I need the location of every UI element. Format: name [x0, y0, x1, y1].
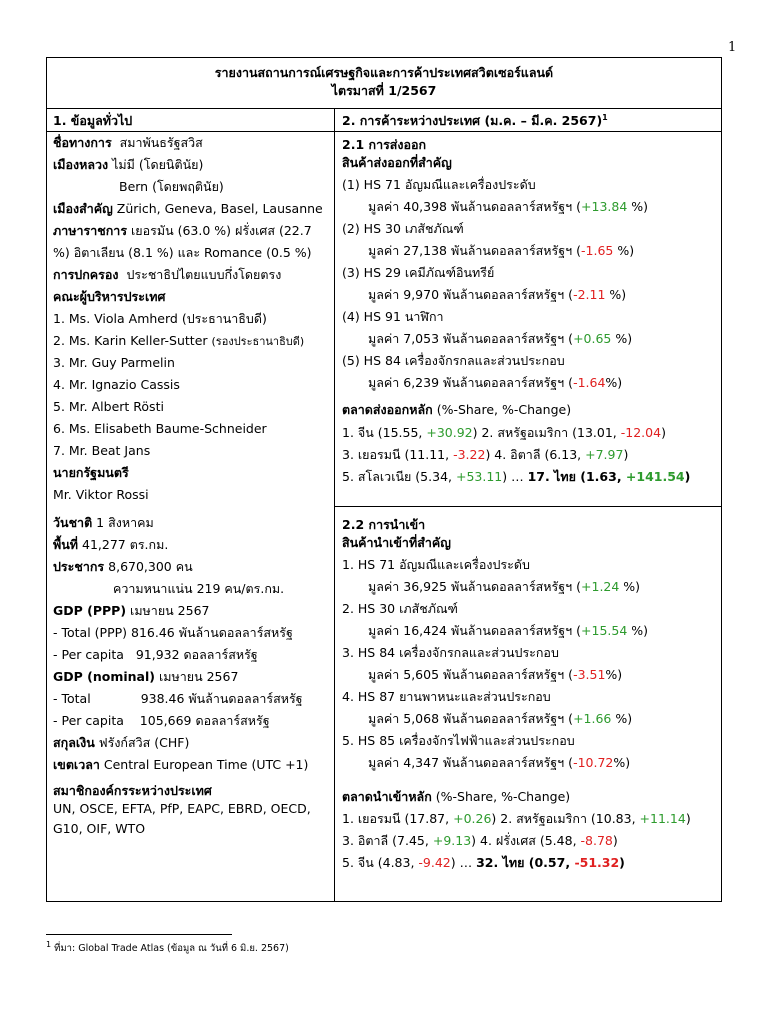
import-item-head: 2. HS 30 เภสัชภัณฑ์	[342, 601, 458, 616]
value: ความหนาแน่น 219 คน/ตร.กม.	[113, 581, 285, 596]
value: สมาพันธรัฐสวิส	[119, 135, 203, 150]
value: Central European Time (UTC +1)	[103, 757, 309, 772]
label: ชื่อทางการ	[53, 135, 112, 150]
label: สมาชิกองค์กรระหว่างประเทศ	[53, 783, 212, 798]
label: เมืองสำคัญ	[53, 201, 113, 216]
export-item-head: (3) HS 29 เคมีภัณฑ์อินทรีย์	[342, 265, 495, 280]
council-member: 5. Mr. Albert Rösti	[53, 399, 164, 414]
export-item-head: (4) HS 91 นาฬิกา	[342, 309, 444, 324]
import-section-title: 2.2 การนำเข้า	[342, 517, 426, 532]
value: G10, OIF, WTO	[53, 821, 146, 836]
label: GDP (PPP)	[53, 603, 127, 618]
label: เมืองหลวง	[53, 157, 109, 172]
label: วันชาติ	[53, 515, 93, 530]
export-item-head: (2) HS 30 เภสัชภัณฑ์	[342, 221, 464, 236]
title-line-1: รายงานสถานการณ์เศรษฐกิจและการค้าประเทศสวิตเซอร์แลนด์	[214, 65, 554, 80]
value: %) อิตาเลียน (8.1 %) และ Romance (0.5 %)	[53, 245, 312, 260]
value: ไม่มี (โดยนิตินัย)	[112, 157, 204, 172]
council-member: 3. Mr. Guy Parmelin	[53, 355, 175, 370]
label: คณะผู้บริหารประเทศ	[53, 289, 166, 304]
label: นายกรัฐมนตรี	[53, 465, 129, 480]
footnote-mark: 1	[46, 940, 52, 949]
export-markets-line: 5. สโลเวเนีย (5.34, +53.11) … 17. ไทย (1.63, +141.54)	[342, 469, 691, 484]
value: UN, OSCE, EFTA, PfP, EAPC, EBRD, OECD,	[53, 801, 311, 816]
value: ประชาธิปไตยแบบกึ่งโดยตรง	[126, 267, 282, 282]
footnote-rule	[46, 934, 232, 935]
export-markets-line: 1. จีน (15.55, +30.92) 2. สหรัฐอเมริกา (13.01, -12.04)	[342, 425, 666, 440]
export-markets-line: 3. เยอรมนี (11.11, -3.22) 4. อิตาลี (6.13, +7.97)	[342, 447, 629, 462]
council-member: 2. Ms. Karin Keller-Sutter	[53, 333, 208, 348]
label: ประชากร	[53, 559, 105, 574]
footnote-ref: 1	[602, 112, 608, 122]
export-item-head: (1) HS 71 อัญมณีและเครื่องประดับ	[342, 177, 536, 192]
import-item-value: มูลค่า 16,424 พันล้านดอลลาร์สหรัฐฯ (+15.54 %)	[368, 623, 649, 638]
report-title	[47, 58, 721, 109]
value: 1 สิงหาคม	[96, 515, 154, 530]
label: - Per capita	[53, 713, 124, 728]
value: 91,932 ดอลลาร์สหรัฐ	[135, 647, 258, 662]
import-markets-line: 3. อิตาลี (7.45, +9.13) 4. ฝรั่งเศส (5.48, -8.78)	[342, 833, 618, 848]
value: 938.46 พันล้านดอลลาร์สหรัฐ	[140, 691, 303, 706]
value: Bern (โดยพฤตินัย)	[119, 179, 224, 194]
council-role: (รองประธานาธิบดี)	[211, 335, 305, 348]
label: พื้นที่	[53, 537, 79, 552]
import-markets-line: 1. เยอรมนี (17.87, +0.26) 2. สหรัฐอเมริกา (10.83, +11.14)	[342, 811, 691, 826]
section-header-row	[47, 108, 721, 132]
label: เขตเวลา	[53, 757, 100, 772]
export-subtitle: สินค้าส่งออกที่สำคัญ	[342, 155, 452, 170]
value: เยอรมัน (63.0 %) ฝรั่งเศส (22.7	[131, 223, 312, 238]
import-markets-line: 5. จีน (4.83, -9.42) … 32. ไทย (0.57, -51.32)	[342, 855, 625, 870]
council-member: 7. Mr. Beat Jans	[53, 443, 151, 458]
trade-header-text: 2. การค้าระหว่างประเทศ (ม.ค. – มี.ค. 2567)	[342, 113, 603, 128]
import-item-head: 4. HS 87 ยานพาหนะและส่วนประกอบ	[342, 689, 551, 704]
export-item-value: มูลค่า 7,053 พันล้านดอลลาร์สหรัฐฯ (+0.65 %)	[368, 331, 633, 346]
export-section-title: 2.1 การส่งออก	[342, 137, 427, 152]
report-table	[46, 57, 722, 902]
value: ฟรังก์สวิส (CHF)	[98, 735, 190, 750]
label: GDP (nominal)	[53, 669, 155, 684]
label: การปกครอง	[53, 267, 119, 282]
import-item-value: มูลค่า 36,925 พันล้านดอลลาร์สหรัฐฯ (+1.24 %)	[368, 579, 641, 594]
import-item-head: 3. HS 84 เครื่องจักรกลและส่วนประกอบ	[342, 645, 559, 660]
label: - Total	[53, 691, 91, 706]
import-item-value: มูลค่า 5,068 พันล้านดอลลาร์สหรัฐฯ (+1.66 %)	[368, 711, 633, 726]
footnote	[46, 940, 289, 956]
page-number: 1	[728, 40, 737, 55]
trade-header	[342, 111, 608, 131]
column-divider	[334, 108, 335, 901]
value: 8,670,300 คน	[108, 559, 193, 574]
label: - Per capita	[53, 647, 124, 662]
label: สกุลเงิน	[53, 735, 95, 750]
import-subtitle: สินค้านำเข้าที่สำคัญ	[342, 535, 451, 550]
general-info-header: 1. ข้อมูลทั่วไป	[53, 113, 133, 128]
import-section-divider	[335, 506, 721, 507]
export-item-head: (5) HS 84 เครื่องจักรกลและส่วนประกอบ	[342, 353, 565, 368]
title-line-2: ไตรมาสที่ 1/2567	[331, 83, 437, 98]
export-item-value: มูลค่า 9,970 พันล้านดอลลาร์สหรัฐฯ (-2.11 %)	[368, 287, 627, 302]
label: ภาษาราชการ	[53, 223, 128, 238]
council-member: 1. Ms. Viola Amherd	[53, 311, 178, 326]
value: Zürich, Geneva, Basel, Lausanne	[116, 201, 323, 216]
value: เมษายน 2567	[130, 603, 210, 618]
import-item-head: 1. HS 71 อัญมณีและเครื่องประดับ	[342, 557, 530, 572]
import-item-value: มูลค่า 5,605 พันล้านดอลลาร์สหรัฐฯ (-3.51%)	[368, 667, 623, 682]
export-item-value: มูลค่า 27,138 พันล้านดอลลาร์สหรัฐฯ (-1.65 %)	[368, 243, 635, 258]
value: เมษายน 2567	[158, 669, 239, 684]
export-item-value: มูลค่า 6,239 พันล้านดอลลาร์สหรัฐฯ (-1.64%)	[368, 375, 623, 390]
footnote-text: ที่มา: Global Trade Atlas (ข้อมูล ณ วันที่ 6 มิ.ย. 2567)	[54, 943, 289, 955]
label: - Total (PPP)	[53, 625, 128, 640]
value: 41,277 ตร.กม.	[82, 537, 169, 552]
council-member: 6. Ms. Elisabeth Baume-Schneider	[53, 421, 267, 436]
export-item-value: มูลค่า 40,398 พันล้านดอลลาร์สหรัฐฯ (+13.84 %)	[368, 199, 649, 214]
council-role: (ประธานาธิบดี)	[181, 311, 267, 326]
import-item-value: มูลค่า 4,347 พันล้านดอลลาร์สหรัฐฯ (-10.72%)	[368, 755, 631, 770]
import-item-head: 5. HS 85 เครื่องจักรไฟฟ้าและส่วนประกอบ	[342, 733, 575, 748]
value: 105,669 ดอลลาร์สหรัฐ	[139, 713, 270, 728]
import-markets-title: ตลาดนำเข้าหลัก (%-Share, %-Change)	[342, 789, 571, 804]
value: Mr. Viktor Rossi	[53, 487, 149, 502]
council-member: 4. Mr. Ignazio Cassis	[53, 377, 180, 392]
value: 816.46 พันล้านดอลลาร์สหรัฐ	[131, 625, 293, 640]
export-markets-title: ตลาดส่งออกหลัก (%-Share, %-Change)	[342, 402, 572, 417]
